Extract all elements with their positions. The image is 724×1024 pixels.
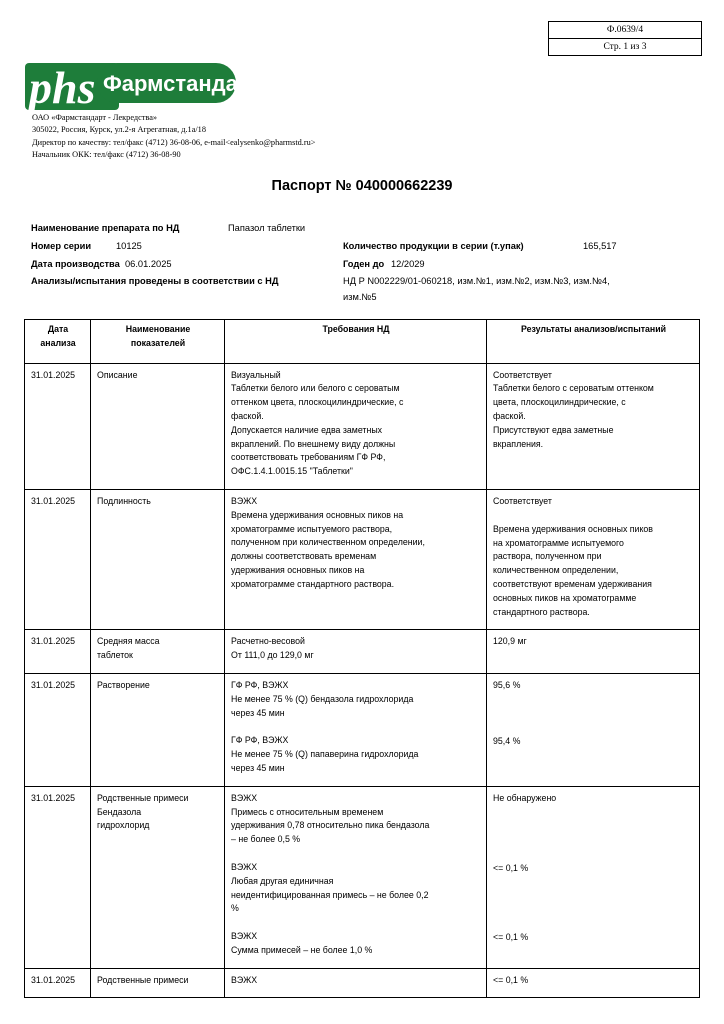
cell-text: неидентифицированная примесь – не более 0,2 bbox=[231, 889, 429, 900]
result bbox=[487, 786, 700, 968]
result bbox=[487, 673, 700, 786]
cell-text: Наименование bbox=[125, 324, 191, 334]
production-date-label: Дата производства bbox=[31, 259, 120, 269]
cell-text: Требования НД bbox=[322, 324, 390, 334]
quantity-value: 165,517 bbox=[583, 241, 617, 251]
requirement bbox=[225, 489, 487, 629]
company-line: 305022, Россия, Курск, ул.2-я Агрегатная, д.1а/18 bbox=[32, 125, 206, 135]
cell-text: 31.01.2025 bbox=[31, 495, 76, 506]
cell-text bbox=[493, 875, 694, 889]
table-row bbox=[25, 630, 700, 674]
cell-text bbox=[493, 721, 694, 735]
cell-text: Средняя масса bbox=[97, 636, 160, 647]
cell-text bbox=[493, 903, 694, 917]
cell-text: ГФ РФ, ВЭЖХ bbox=[231, 679, 289, 690]
analysis-table-body bbox=[25, 320, 700, 998]
cell-text: показателей bbox=[130, 337, 186, 348]
cell-text: ВЭЖХ bbox=[231, 974, 258, 985]
requirement bbox=[225, 673, 487, 786]
cell-text: <= 0,1 % bbox=[493, 932, 529, 943]
company-line: Директор по качеству: тел/факс (4712) 36-08-06, e-mail<ealysenko@pharmstd.ru> bbox=[32, 137, 316, 147]
cell-text: Описание bbox=[97, 369, 138, 380]
analysis-date bbox=[25, 489, 91, 629]
indicator-name bbox=[91, 786, 225, 968]
table-row bbox=[25, 489, 700, 629]
cell-text bbox=[493, 806, 694, 820]
header-date bbox=[25, 320, 91, 364]
indicator-name bbox=[91, 673, 225, 786]
page-counter: Стр. 1 из 3 bbox=[549, 38, 701, 55]
cell-text: Родственные примеси bbox=[97, 792, 189, 803]
header-results bbox=[487, 320, 700, 364]
cell-text: Примесь с относительным временем bbox=[231, 806, 384, 817]
cell-text: оттенком цвета, плоскоцилиндрические, с bbox=[231, 397, 404, 408]
table-header-row bbox=[25, 320, 700, 364]
cell-text: Соответствует bbox=[493, 369, 552, 380]
cell-text: Времена удерживания основных пиков bbox=[493, 523, 653, 534]
company-line: ОАО «Фармстандарт - Лекредства» bbox=[32, 113, 158, 122]
cell-text bbox=[231, 847, 481, 861]
cell-text: 31.01.2025 bbox=[31, 369, 76, 380]
expiry-label: Годен до bbox=[343, 259, 385, 269]
table-row bbox=[25, 968, 700, 998]
quantity-label: Количество продукции в серии (т.упак) bbox=[343, 241, 524, 251]
production-date-value: 06.01.2025 bbox=[125, 259, 172, 269]
cell-text: через 45 мин bbox=[231, 762, 285, 773]
cell-text: Не менее 75 % (Q) бендазола гидрохлорида bbox=[231, 693, 414, 704]
cell-text: основных пиков на хроматограмме bbox=[493, 592, 637, 603]
form-code-box bbox=[548, 21, 702, 56]
nd-reference-line1: НД Р N002229/01-060218, изм.№1, изм.№2, изм.№3, изм.№4, bbox=[343, 276, 610, 286]
analysis-date bbox=[25, 630, 91, 674]
table-row bbox=[25, 673, 700, 786]
cell-text: удерживания основных пиков на bbox=[231, 564, 365, 575]
indicator-name bbox=[91, 363, 225, 489]
cell-text: на хроматограмме испытуемого bbox=[493, 537, 624, 548]
cell-text: Не обнаружено bbox=[493, 792, 557, 803]
cell-text: фаской. bbox=[231, 410, 264, 421]
header-indicator bbox=[91, 320, 225, 364]
indicator-name bbox=[91, 630, 225, 674]
cell-text: Присутствуют едва заметные bbox=[493, 424, 614, 435]
cell-text: гидрохлорид bbox=[97, 820, 150, 831]
cell-text: Любая другая единичная bbox=[231, 875, 334, 886]
table-row bbox=[25, 363, 700, 489]
cell-text bbox=[231, 916, 481, 930]
analysis-date bbox=[25, 968, 91, 998]
cell-text: Допускается наличие едва заметных bbox=[231, 424, 383, 435]
cell-text: <= 0,1 % bbox=[493, 862, 529, 873]
cell-text: раствора, полученном при bbox=[493, 551, 602, 562]
analysis-date bbox=[25, 786, 91, 968]
requirement bbox=[225, 786, 487, 968]
requirement bbox=[225, 630, 487, 674]
cell-text bbox=[493, 834, 694, 848]
cell-text: ВЭЖХ bbox=[231, 792, 258, 803]
requirement bbox=[225, 968, 487, 998]
cell-text: <= 0,1 % bbox=[493, 974, 529, 985]
cell-text bbox=[231, 720, 481, 734]
header-requirements bbox=[225, 320, 487, 364]
cell-text: Дата bbox=[47, 324, 69, 334]
indicator-name bbox=[91, 489, 225, 629]
cell-text bbox=[493, 889, 694, 903]
table-row bbox=[25, 786, 700, 968]
cell-text bbox=[493, 917, 694, 931]
pharmstandard-logo-icon bbox=[23, 57, 262, 113]
cell-text: вкраплений. По внешнему виду должны bbox=[231, 438, 396, 449]
cell-text: Не менее 75 % (Q) папаверина гидрохлорида bbox=[231, 749, 419, 760]
analysis-label: Анализы/испытания проведены в соответствии с НД bbox=[31, 276, 279, 286]
cell-text: Растворение bbox=[97, 679, 150, 690]
page-title: Паспорт № 040000662239 bbox=[271, 178, 453, 194]
cell-text: вкрапления. bbox=[493, 438, 544, 449]
cell-text: соответствовать требованиям ГФ РФ, bbox=[231, 452, 386, 463]
cell-text: таблеток bbox=[97, 650, 133, 661]
company-logo bbox=[23, 57, 262, 113]
cell-text: % bbox=[231, 903, 239, 914]
cell-text: Визуальный bbox=[231, 369, 281, 380]
cell-text: Сумма примесей – не более 1,0 % bbox=[231, 944, 373, 955]
cell-text: – не более 0,5 % bbox=[231, 834, 301, 845]
cell-text: ВЭЖХ bbox=[231, 931, 258, 942]
cell-text bbox=[493, 707, 694, 721]
cell-text: 95,4 % bbox=[493, 735, 521, 746]
logo-mark-text: phs bbox=[29, 62, 96, 113]
logo-name-text: Фармстандарт bbox=[103, 71, 262, 96]
drug-value: Папазол таблетки bbox=[228, 223, 306, 233]
cell-text: должны соответствовать временам bbox=[231, 551, 377, 562]
cell-text: 31.01.2025 bbox=[31, 974, 76, 985]
series-value: 10125 bbox=[116, 241, 142, 251]
analysis-date bbox=[25, 363, 91, 489]
cell-text bbox=[493, 693, 694, 707]
cell-text: хроматограмме стандартного раствора. bbox=[231, 578, 395, 589]
cell-text: цвета, плоскоцилиндрические, с bbox=[493, 397, 626, 408]
cell-text: фаской. bbox=[493, 410, 526, 421]
cell-text: полученном при количественном определении, bbox=[231, 537, 425, 548]
cell-text bbox=[493, 820, 694, 834]
cell-text: удерживания 0,78 относительно пика бендазола bbox=[231, 820, 430, 831]
series-label: Номер серии bbox=[31, 241, 92, 251]
result bbox=[487, 363, 700, 489]
cell-text: Результаты анализов/испытаний bbox=[520, 324, 667, 334]
cell-text: ВЭЖХ bbox=[231, 495, 258, 506]
cell-text: Таблетки белого с сероватым оттенком bbox=[493, 383, 654, 394]
cell-text: 31.01.2025 bbox=[31, 636, 76, 647]
cell-text: хроматограмме испытуемого раствора, bbox=[231, 523, 393, 534]
cell-text: через 45 мин bbox=[231, 707, 285, 718]
result bbox=[487, 489, 700, 629]
cell-text: Соответствует bbox=[493, 495, 552, 506]
form-code: Ф.0639/4 bbox=[606, 25, 644, 35]
cell-text: 95,6 % bbox=[493, 679, 521, 690]
cell-text bbox=[493, 848, 694, 862]
cell-text: ГФ РФ, ВЭЖХ bbox=[231, 735, 289, 746]
cell-text: 31.01.2025 bbox=[31, 792, 76, 803]
requirement bbox=[225, 363, 487, 489]
analysis-date bbox=[25, 673, 91, 786]
cell-text: Бендазола bbox=[97, 806, 142, 817]
nd-reference-line2: изм.№5 bbox=[343, 292, 377, 302]
company-line: Начальник ОКК: тел/факс (4712) 36-08-90 bbox=[32, 150, 181, 160]
cell-text: Родственные примеси bbox=[97, 974, 189, 985]
cell-text: соответствуют временам удерживания bbox=[493, 578, 652, 589]
cell-text: Подлинность bbox=[97, 495, 151, 506]
cell-text: ОФС.1.4.1.0015.15 "Таблетки" bbox=[231, 466, 353, 477]
result bbox=[487, 630, 700, 674]
indicator-name bbox=[91, 968, 225, 998]
analysis-table bbox=[24, 319, 700, 998]
cell-text: анализа bbox=[40, 337, 76, 348]
cell-text: Таблетки белого или белого с сероватым bbox=[231, 383, 400, 394]
cell-text: От 111,0 до 129,0 мг bbox=[231, 650, 314, 661]
cell-text: 120,9 мг bbox=[493, 636, 527, 647]
cell-text: 31.01.2025 bbox=[31, 679, 76, 690]
company-info bbox=[32, 112, 315, 162]
cell-text: стандартного раствора. bbox=[493, 606, 590, 617]
cell-text bbox=[493, 509, 694, 523]
result bbox=[487, 968, 700, 998]
cell-text: ВЭЖХ bbox=[231, 861, 258, 872]
cell-text: Времена удерживания основных пиков на bbox=[231, 509, 404, 520]
cell-text: Расчетно-весовой bbox=[231, 636, 305, 647]
cell-text: количественном определении, bbox=[493, 565, 619, 576]
expiry-value: 12/2029 bbox=[391, 259, 425, 269]
drug-label: Наименование препарата по НД bbox=[31, 223, 180, 233]
